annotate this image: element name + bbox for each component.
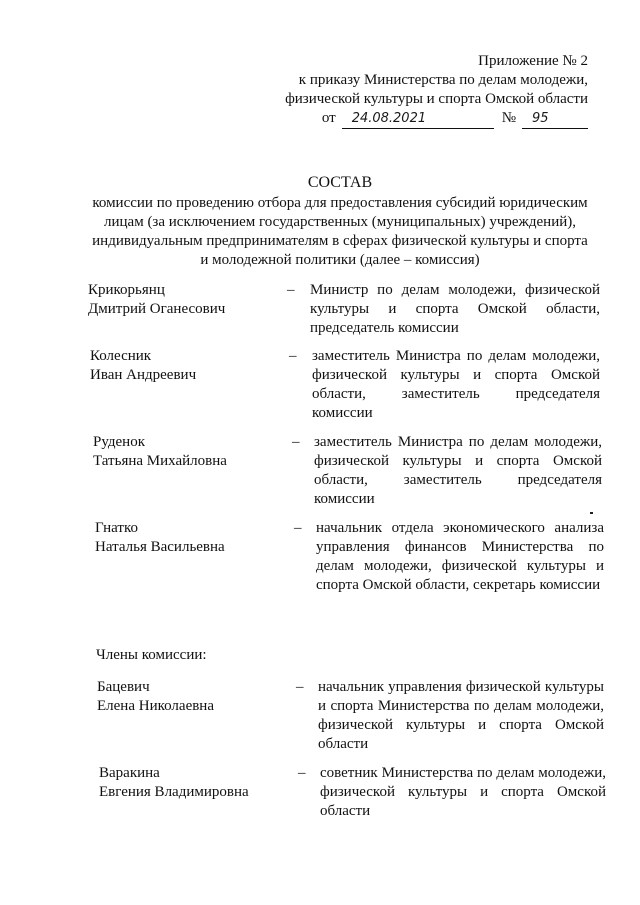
member-role: начальник управления физической культуры и спорта Министерства по делам молодежи, физической культуры и спорта Омской области <box>318 679 604 752</box>
appendix-date-line <box>285 109 588 129</box>
appendix-title: Приложение № 2 <box>478 53 588 69</box>
member-role: Министр по делам молодежи, физической культуры и спорта Омской области, председатель комиссии <box>310 282 600 336</box>
member-surname: Колесник <box>90 348 152 364</box>
member-name <box>90 347 280 385</box>
member-given-names: Елена Николаевна <box>97 698 214 714</box>
member-given-names: Дмитрий Оганесович <box>88 301 226 317</box>
member-dash: – <box>287 282 295 298</box>
member-given-names: Наталья Васильевна <box>95 539 225 555</box>
date-prefix: от <box>321 110 336 126</box>
member-dash: – <box>292 434 300 450</box>
heading-line-2: лицам (за исключением государственных (муниципальных) учреждений), <box>104 214 576 230</box>
member-name <box>93 433 283 471</box>
members-section-label: Члены комиссии: <box>96 647 207 663</box>
member-role: заместитель Министра по делам молодежи, физической культуры и спорта Омской области, заместитель председателя комиссии <box>314 434 602 507</box>
member-name <box>99 764 289 802</box>
document-heading <box>60 173 620 270</box>
member-surname: Руденок <box>93 434 146 450</box>
member-role: заместитель Министра по делам молодежи, физической культуры и спорта Омской области, заместитель председателя комиссии <box>312 348 600 421</box>
handwritten-date: 24.08.2021 <box>342 109 494 129</box>
appendix-order-ref: к приказу Министерства по делам молодежи, <box>298 72 588 88</box>
member-given-names: Иван Андреевич <box>90 367 197 383</box>
heading-title: СОСТАВ <box>307 174 373 191</box>
member-surname: Бацевич <box>97 679 150 695</box>
member-role: советник Министерства по делам молодежи, физической культуры и спорта Омской области <box>320 765 606 819</box>
heading-line-1: комиссии по проведению отбора для предоставления субсидий юридическим <box>92 195 588 211</box>
handwritten-number: 95 <box>522 109 588 129</box>
member-given-names: Евгения Владимировна <box>99 784 249 800</box>
member-dash: – <box>298 765 306 781</box>
member-given-names: Татьяна Михайловна <box>93 453 227 469</box>
member-dash: – <box>296 679 304 695</box>
member-surname: Варакина <box>99 765 160 781</box>
member-name <box>95 519 285 557</box>
number-prefix: № <box>501 110 516 126</box>
appendix-ministry: физической культуры и спорта Омской области <box>285 91 588 107</box>
member-name <box>88 281 278 319</box>
appendix-block <box>285 52 588 129</box>
member-surname: Гнатко <box>95 520 138 536</box>
heading-line-4: и молодежной политики (далее – комиссия) <box>200 252 480 268</box>
member-dash: – <box>294 520 302 536</box>
scan-speck <box>590 512 593 514</box>
member-dash: – <box>289 348 297 364</box>
member-role: начальник отдела экономического анализа управления финансов Министерства по делам молодежи, физической культуры и спорта Омской области, секретарь комиссии <box>316 520 604 593</box>
member-name <box>97 678 287 716</box>
member-surname: Крикорьянц <box>88 282 165 298</box>
heading-line-3: индивидуальным предпринимателям в сферах физической культуры и спорта <box>92 233 588 249</box>
